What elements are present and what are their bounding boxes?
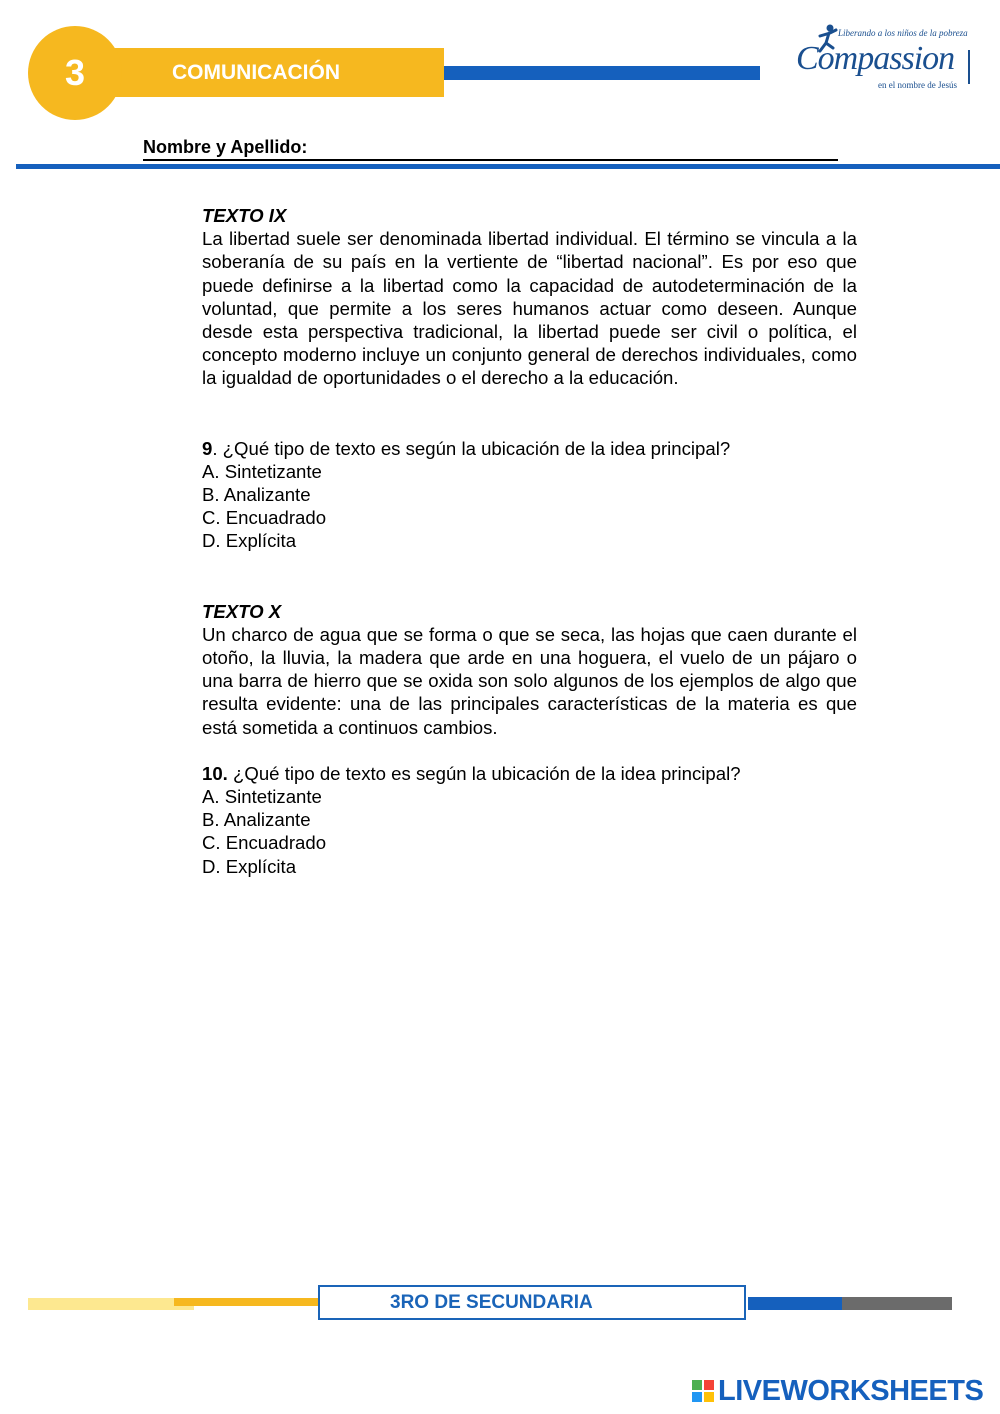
option-d[interactable]: D. Explícita: [202, 855, 297, 877]
subject-banner: COMUNICACIÓN: [104, 48, 444, 97]
grade-label: 3RO DE SECUNDARIA: [318, 1285, 746, 1320]
question-text: ¿Qué tipo de texto es según la ubicación de la idea principal?: [227, 762, 741, 784]
option-b[interactable]: B. Analizante: [202, 809, 311, 831]
option-d[interactable]: D. Explícita: [202, 530, 297, 552]
name-field[interactable]: [143, 137, 838, 161]
footer-yellow-bar: [174, 1298, 320, 1306]
header-accent-bar: [444, 66, 760, 80]
question-text: . ¿Qué tipo de texto es según la ubicación de la idea principal?: [212, 437, 731, 459]
option-c[interactable]: C. Encuadrado: [202, 507, 327, 529]
logo-separator: [968, 50, 970, 84]
logo-wordmark: Compassion: [796, 40, 955, 77]
text-heading: TEXTO X: [202, 600, 282, 622]
question-10: [202, 762, 857, 785]
liveworksheets-brand: LIVEWORKSHEETS: [718, 1374, 984, 1407]
header-divider: [16, 164, 1000, 169]
footer-pale-bar: [28, 1298, 194, 1310]
liveworksheets-watermark: [692, 1374, 992, 1408]
option-a[interactable]: A. Sintetizante: [202, 460, 322, 482]
text-paragraph: Un charco de agua que se forma o que se seca, las hojas que caen durante el otoño, la lluvia, la madera que arde en una hoguera, el vuelo de un pájaro o una barra de hierro que se oxida son solo algunos de los ejemplos de algo que resulta evidente: una de las principales características de la materia es que está sometida a continuos cambios.: [202, 623, 857, 738]
question-9: [202, 437, 857, 460]
liveworksheets-logo-icon: [692, 1380, 714, 1402]
option-a[interactable]: A. Sintetizante: [202, 786, 322, 808]
name-label: Nombre y Apellido:: [143, 137, 308, 157]
question-number: 9: [202, 437, 213, 459]
logo-subline: en el nombre de Jesús: [878, 80, 957, 90]
footer-blue-bar: [748, 1297, 842, 1310]
text-paragraph: La libertad suele ser denominada libertad individual. El término se vincula a la soberanía de su país en la vertiente de “libertad nacional”. Es por eso que puede definirse a la libertad como la capacidad de autodeterminación de la voluntad, que permite a los seres humanos actuar como deseen. Aunque desde esta perspectiva tradicional, la libertad puede ser civil o política, el concepto moderno incluye un conjunto general de derechos individuales, como la igualdad de oportunidades o el derecho a la educación.: [202, 228, 857, 389]
worksheet-content: [202, 204, 857, 878]
text-heading: TEXTO IX: [202, 205, 287, 226]
unit-number-badge: 3: [28, 26, 122, 120]
compassion-logo: [796, 22, 976, 92]
footer-gray-bar: [842, 1297, 952, 1310]
option-b[interactable]: B. Analizante: [202, 484, 311, 506]
option-c[interactable]: C. Encuadrado: [202, 832, 327, 854]
question-number: 10.: [202, 762, 228, 784]
logo-tagline: Liberando a los niños de la pobreza: [838, 28, 968, 38]
